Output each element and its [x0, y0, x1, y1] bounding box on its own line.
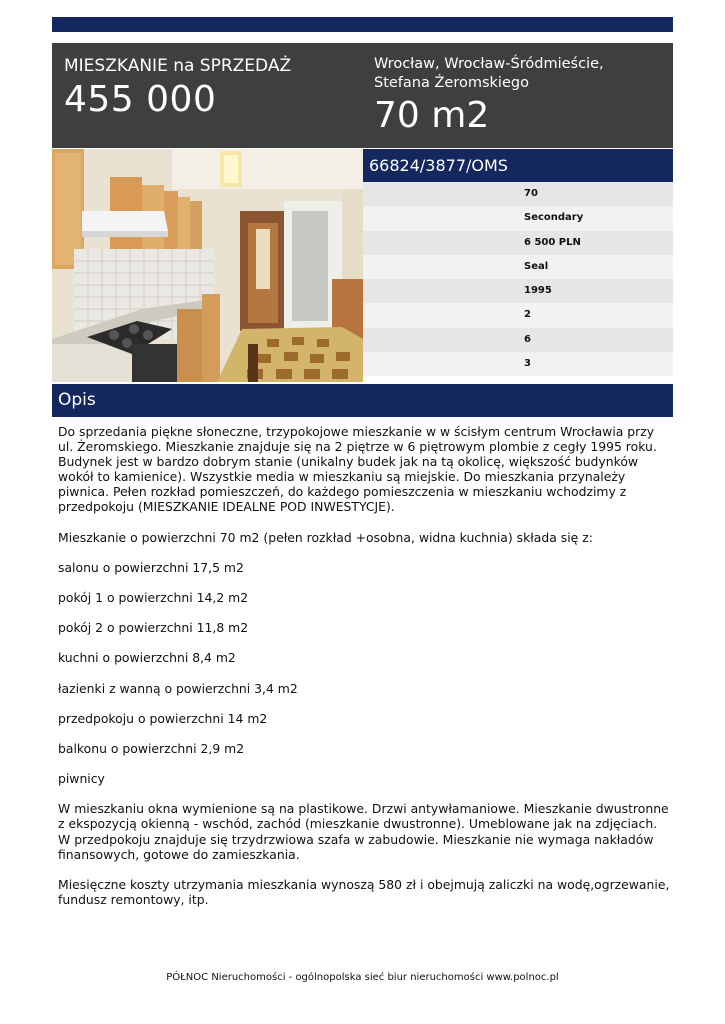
- detail-row: 2: [363, 303, 673, 327]
- description-paragraph: Miesięczne koszty utrzymania mieszkania wynoszą 580 zł i obejmują zaliczki na wodę,ogrzewanie, fundusz remontowy, itp.: [58, 876, 670, 907]
- description-paragraph: W mieszkaniu okna wymienione są na plastikowe. Drzwi antywłamaniowe. Mieszkanie dwustronne z ekspozycją okienną - wschód, zachód (mieszkanie dwustronne). Umeblowane jak na zdjęciach. W przedpokoju znajduje się trzydrzwiowa szafa w zabudowie. Mieszkanie nie wymaga nakładów finansowych, gotowe do zamieszkania.: [58, 801, 669, 862]
- detail-row: 1995: [363, 279, 673, 303]
- description-body: [58, 424, 670, 922]
- listing-price: 455 000: [64, 79, 217, 120]
- description-title-bar: [52, 384, 673, 417]
- description-paragraph: kuchni o powierzchni 8,4 m2: [58, 650, 236, 666]
- details-list: [363, 182, 673, 376]
- detail-row: 6 500 PLN: [363, 231, 673, 255]
- description-paragraph: pokój 2 o powierzchni 11,8 m2: [58, 620, 249, 636]
- description-paragraph: balkonu o powierzchni 2,9 m2: [58, 740, 245, 756]
- detail-row: 6: [363, 328, 673, 352]
- description-paragraph: pokój 1 o powierzchni 14,2 m2: [58, 590, 249, 606]
- kitchen-photo: [52, 149, 363, 382]
- listing-header: [52, 43, 673, 148]
- listing-location: Wrocław, Wrocław-Śródmieście, Stefana Żeromskiego: [374, 56, 604, 91]
- top-brand-bar: [52, 17, 673, 32]
- detail-row: Secondary: [363, 206, 673, 230]
- description-paragraph: przedpokoju o powierzchni 14 m2: [58, 710, 268, 726]
- description-title: Opis: [58, 390, 96, 410]
- header-right: [374, 55, 664, 138]
- description-paragraph: salonu o powierzchni 17,5 m2: [58, 559, 244, 575]
- reference-number: 66824/3877/OMS: [363, 149, 673, 182]
- detail-row: 70: [363, 182, 673, 206]
- listing-area: 70 m2: [374, 95, 490, 136]
- description-paragraph: Do sprzedania piękne słoneczne, trzypokojowe mieszkanie w w ścisłym centrum Wrocławia przy ul. Żeromskiego. Mieszkanie znajduje się na 2 piętrze w 6 piętrowym plombie z cegły 1995 roku. Budynek jest w bardzo dobrym stanie (unikalny budek jak na tą okolicę, większość budynków wokół to kamienice). Wszystkie media w mieszkaniu są miejskie. Do mieszkania przynależy piwnica. Pełen rozkład pomieszczeń, do każdego pomieszczenia w mieszkaniu wchodzimy z przedpokoju (MIESZKANIE IDEALNE POD INWESTYCJE).: [58, 424, 657, 515]
- header-left: [64, 55, 354, 121]
- description-paragraph: łazienki z wanną o powierzchni 3,4 m2: [58, 680, 298, 696]
- listing-type: MIESZKANIE na SPRZEDAŻ: [64, 56, 292, 76]
- details-panel: [363, 149, 673, 376]
- detail-row: 3: [363, 352, 673, 376]
- description-paragraph: piwnicy: [58, 771, 105, 787]
- description-paragraph: Mieszkanie o powierzchni 70 m2 (pełen rozkład +osobna, widna kuchnia) składa się z:: [58, 529, 593, 545]
- footer-text: PÓŁNOC Nieruchomości - ogólnopolska sieć biur nieruchomości www.polnoc.pl: [166, 972, 559, 983]
- detail-row: Seal: [363, 255, 673, 279]
